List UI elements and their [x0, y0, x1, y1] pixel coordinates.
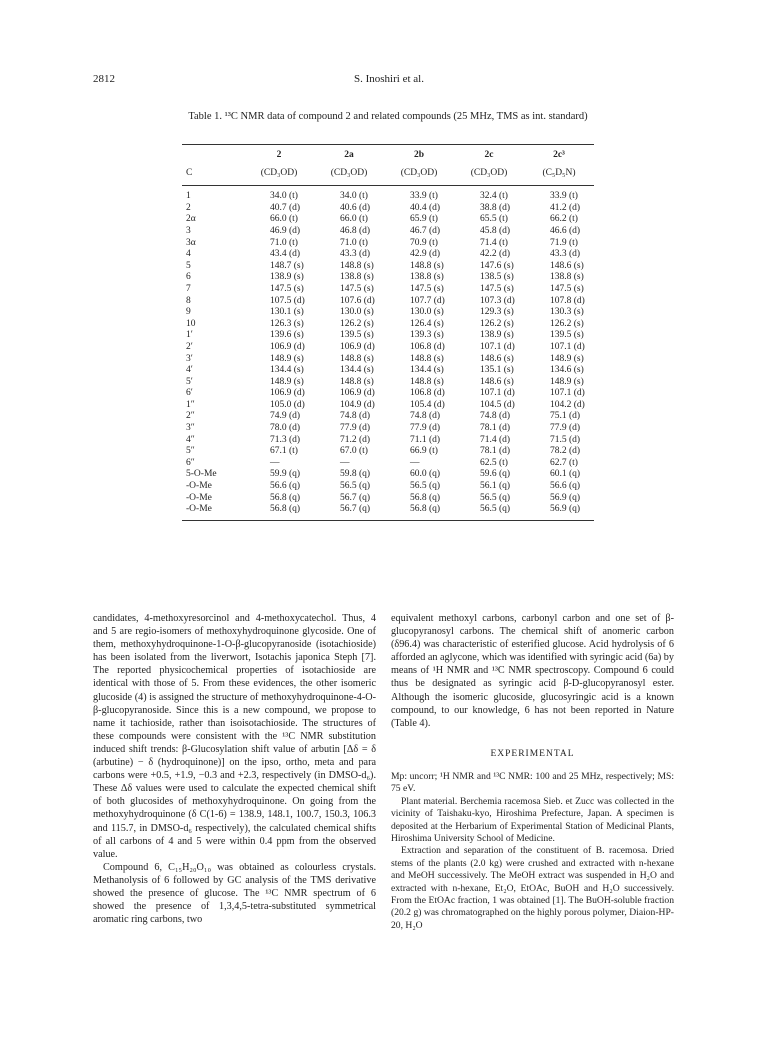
shift-value-cell: 134.4 (s) — [270, 365, 304, 376]
table-row — [182, 238, 594, 250]
body-paragraph: equivalent methoxyl carbons, carbonyl carbon and one set of β-glucopyranosyl carbons. The chemical shift of anomeric carbon (δ96.4) was characteristic of esterified glucose. Acid hydrolysis of 6 afforded an aglycone, which was identified with syringic acid (6a) by means of ¹H NMR and ¹³C NMR spectroscopy. Compound 6 could thus be designated as syringic acid β-D-glucopyranosyl ester. Although the isomeric glucoside, glucosyringic acid is a known compound, to our knowledge, 6 has not been reported in Nature (Table 4). — [391, 613, 674, 729]
section-title: EXPERIMENTAL — [490, 748, 575, 759]
shift-value-cell: 60.1 (q) — [550, 469, 581, 480]
shift-value-cell: 148.8 (s) — [410, 376, 444, 387]
shift-value-cell: 147.5 (s) — [340, 283, 374, 294]
shift-value-cell: 147.5 (s) — [270, 283, 304, 294]
shift-value-cell: 43.3 (d) — [340, 249, 371, 260]
shift-value-cell: 56.1 (q) — [480, 481, 511, 492]
table-row — [182, 493, 594, 505]
right-text-column — [391, 612, 674, 932]
shift-value-cell: 56.6 (q) — [270, 481, 301, 492]
shift-value-cell: 148.6 (s) — [480, 376, 514, 387]
shift-value-cell: 107.1 (d) — [480, 341, 515, 352]
shift-value-cell: 138.9 (s) — [270, 272, 304, 283]
shift-value-cell: 107.7 (d) — [410, 295, 445, 306]
table-row — [182, 504, 594, 520]
shift-value-cell: 148.9 (s) — [550, 353, 584, 364]
left-text-column — [93, 612, 376, 926]
shift-value-cell: 138.8 (s) — [410, 272, 444, 283]
carbon-label-cell: -O-Me — [186, 504, 212, 515]
table-row — [182, 284, 594, 296]
shift-value-cell: 66.0 (t) — [270, 214, 298, 225]
shift-value-cell: 74.8 (d) — [410, 411, 441, 422]
shift-value-cell: 70.9 (t) — [410, 237, 438, 248]
carbon-label-cell: 2α — [186, 214, 196, 225]
shift-value-cell: 74.9 (d) — [270, 411, 301, 422]
table-row — [182, 354, 594, 366]
shift-value-cell: 148.8 (s) — [340, 376, 374, 387]
body-paragraph: Compound 6, C₁₅H₂₀O₁₀ was obtained as colourless crystals. Methanolysis of 6 followed by GC analysis of the TMS derivative showed the presence of glucose. The ¹³C NMR spectrum of 6 showed the presence of 1,3,4,5-tetra-substituted symmetrical aromatic ring carbons, two — [93, 861, 376, 926]
shift-value-cell: 107.1 (d) — [550, 388, 585, 399]
shift-value-cell: 148.7 (s) — [270, 260, 304, 271]
carbon-label-cell: 2′ — [186, 341, 193, 352]
shift-value-cell: 126.3 (s) — [270, 318, 304, 329]
shift-value-cell: 62.5 (t) — [480, 457, 508, 468]
shift-value-cell: 74.8 (d) — [480, 411, 511, 422]
table-row — [182, 435, 594, 447]
carbon-label-cell: 5 — [186, 260, 191, 271]
shift-value-cell: 106.9 (d) — [340, 341, 375, 352]
shift-value-cell: 56.5 (q) — [410, 481, 441, 492]
header-cell — [182, 145, 244, 162]
table-body — [182, 186, 594, 521]
table-caption: Table 1. ¹³C NMR data of compound 2 and related compounds (25 MHz, TMS as int. standard) — [188, 111, 588, 122]
shift-value-cell: 107.1 (d) — [550, 341, 585, 352]
shift-value-cell: 78.1 (d) — [480, 423, 511, 434]
shift-value-cell: 41.2 (d) — [550, 202, 581, 213]
shift-value-cell: 56.5 (q) — [340, 481, 371, 492]
shift-value-cell: 71.9 (t) — [550, 237, 578, 248]
shift-value-cell: 59.9 (q) — [270, 469, 301, 480]
shift-value-cell: 106.9 (d) — [270, 388, 305, 399]
solvent-cell: (CD₃OD) — [330, 167, 368, 178]
shift-value-cell: — — [340, 457, 350, 468]
table-row — [182, 296, 594, 308]
shift-value-cell: 78.1 (d) — [480, 446, 511, 457]
table-row — [182, 214, 594, 226]
shift-value-cell: 139.5 (s) — [340, 330, 374, 341]
header-cell: 2a — [344, 150, 354, 160]
shift-value-cell: 38.8 (d) — [480, 202, 511, 213]
nmr-data-table — [182, 144, 594, 521]
table-row — [182, 411, 594, 423]
solvent-cell: (CD₃OD) — [260, 167, 298, 178]
table-row — [182, 458, 594, 470]
carbon-label-cell: 2 — [186, 202, 191, 213]
shift-value-cell: 56.7 (q) — [340, 492, 371, 503]
shift-value-cell: 34.0 (t) — [270, 191, 298, 202]
shift-value-cell: 43.3 (d) — [550, 249, 581, 260]
carbon-label-cell: 6″ — [186, 457, 195, 468]
carbon-label-cell: 4″ — [186, 434, 195, 445]
shift-value-cell: 148.9 (s) — [270, 376, 304, 387]
shift-value-cell: 59.8 (q) — [340, 469, 371, 480]
body-paragraph: candidates, 4-methoxyresorcinol and 4-methoxycatechol. Thus, 4 and 5 are regio-isomers of methoxyhydroquinone glycoside. One of them, methoxyhydroquinone-1-O-β-glucopyranoside (isotachioside) has been isolated from the liverwort, Isotachis japonica Steph [7]. The reported physicochemical properties of isotachioside are identical with those of 5. From these evidences, the other isomeric glucoside (4) is assigned the structure of methoxyhydroquinone-4-O-β-glucopyranoside. Since this is a new compound, we propose to name it tachioside, rather than isoisotachioside. The structures of these compounds were consistent with the ¹³C NMR substitution induced shift trends: β-Glucosylation shift value of arbutin [Δδ = δ (arbutine) − δ (hydroquinone)] on the ipso, ortho, meta and para carbons were +0.5, +1.9, −0.3 and +2.3, respectively (in DMSO-d₆). These Δδ values were used to calculate the expected chemical shift of both glucosides of methoxyhydroquinone. On going from the methoxyhydroquinone (δ C(1-6) = 138.9, 148.1, 100.7, 150.3, 106.3 and 115.7, in DMSO-d₆ respectively), the calculated chemical shifts of all carbons of 4 and 5 were within 0.4 ppm from the observed value. — [93, 613, 376, 860]
shift-value-cell: 138.9 (s) — [480, 330, 514, 341]
table-row — [182, 272, 594, 284]
carbon-label-cell: 6 — [186, 272, 191, 283]
shift-value-cell: 66.2 (t) — [550, 214, 578, 225]
body-paragraph: Extraction and separation of the constituent of B. racemosa. Dried stems of the plants (2.0 kg) were crushed and extracted with n-hexane and MeOH successively. The MeOH extract was suspended in H₂O and extracted with n-hexane, Et₂O, EtOAc, BuOH and H₂O successively. From the EtOAc fraction, 1 was obtained [1]. The BuOH-soluble fraction (20.2 g) was chromatographed on the highly porous polymer, Diaion-HP-20, H₂O — [391, 845, 674, 931]
shift-value-cell: 107.5 (d) — [270, 295, 305, 306]
shift-value-cell: 147.5 (s) — [480, 283, 514, 294]
shift-value-cell: 56.9 (q) — [550, 492, 581, 503]
table-header-row — [182, 145, 594, 162]
table-row — [182, 319, 594, 331]
header-cell: 2c — [484, 150, 494, 160]
shift-value-cell: 134.6 (s) — [550, 365, 584, 376]
shift-value-cell: 56.8 (q) — [410, 504, 441, 515]
shift-value-cell: 42.9 (d) — [410, 249, 441, 260]
shift-value-cell: 138.8 (s) — [550, 272, 584, 283]
body-paragraph: Plant material. Berchemia racemosa Sieb. et Zucc was collected in the vicinity of Taishaku-kyo, Hiroshima Prefecture, Japan. A specimen is deposited at the Herbarium of Experimental Station of Medicinal Plants, Hiroshima University School of Medicine. — [391, 795, 674, 844]
shift-value-cell: 74.8 (d) — [340, 411, 371, 422]
shift-value-cell: 46.6 (d) — [550, 225, 581, 236]
shift-value-cell: 32.4 (t) — [480, 191, 508, 202]
shift-value-cell: 148.6 (s) — [480, 353, 514, 364]
shift-value-cell: 126.2 (s) — [550, 318, 584, 329]
page-number: 2812 — [93, 73, 115, 85]
shift-value-cell: 67.0 (t) — [340, 446, 368, 457]
shift-value-cell: 71.0 (t) — [340, 237, 368, 248]
shift-value-cell: 130.1 (s) — [270, 307, 304, 318]
body-paragraph: Mp: uncorr; ¹H NMR and ¹³C NMR: 100 and 25 MHz, respectively; MS: 75 eV. — [391, 770, 674, 795]
shift-value-cell: 147.5 (s) — [410, 283, 444, 294]
shift-value-cell: 148.8 (s) — [410, 353, 444, 364]
shift-value-cell: 147.6 (s) — [480, 260, 514, 271]
carbon-label-cell: 7 — [186, 283, 191, 294]
shift-value-cell: 77.9 (d) — [550, 423, 581, 434]
carbon-label-cell: -O-Me — [186, 492, 212, 503]
table-solvent-row — [182, 162, 594, 186]
shift-value-cell: 34.0 (t) — [340, 191, 368, 202]
shift-value-cell: 139.3 (s) — [410, 330, 444, 341]
shift-value-cell: 71.3 (d) — [270, 434, 301, 445]
shift-value-cell: 75.1 (d) — [550, 411, 581, 422]
carbon-label-cell: 3α — [186, 237, 196, 248]
shift-value-cell: 56.5 (q) — [480, 504, 511, 515]
shift-value-cell: 71.0 (t) — [270, 237, 298, 248]
carbon-label-cell: 1″ — [186, 399, 195, 410]
shift-value-cell: 45.8 (d) — [480, 225, 511, 236]
shift-value-cell: 43.4 (d) — [270, 249, 301, 260]
shift-value-cell: 148.8 (s) — [340, 353, 374, 364]
shift-value-cell: 56.5 (q) — [480, 492, 511, 503]
carbon-label-cell: 9 — [186, 307, 191, 318]
table-row — [182, 423, 594, 435]
shift-value-cell: 148.8 (s) — [340, 260, 374, 271]
shift-value-cell: 126.2 (s) — [340, 318, 374, 329]
shift-value-cell: 65.5 (t) — [480, 214, 508, 225]
table-row — [182, 377, 594, 389]
shift-value-cell: 56.7 (q) — [340, 504, 371, 515]
header-cell: C — [186, 167, 193, 178]
table-row — [182, 330, 594, 342]
shift-value-cell: 126.4 (s) — [410, 318, 444, 329]
shift-value-cell: 46.7 (d) — [410, 225, 441, 236]
carbon-label-cell: 5-O-Me — [186, 469, 217, 480]
shift-value-cell: 107.3 (d) — [480, 295, 515, 306]
solvent-cell: (CD₃OD) — [400, 167, 438, 178]
shift-value-cell: 77.9 (d) — [340, 423, 371, 434]
carbon-label-cell: 4′ — [186, 365, 193, 376]
shift-value-cell: 130.0 (s) — [340, 307, 374, 318]
carbon-label-cell: 4 — [186, 249, 191, 260]
table-row — [182, 342, 594, 354]
shift-value-cell: 71.2 (d) — [340, 434, 371, 445]
shift-value-cell: 107.8 (d) — [550, 295, 585, 306]
shift-value-cell: 67.1 (t) — [270, 446, 298, 457]
shift-value-cell: 71.1 (d) — [410, 434, 441, 445]
shift-value-cell: — — [410, 457, 420, 468]
solvent-cell: (CD₃OD) — [470, 167, 508, 178]
shift-value-cell: 46.9 (d) — [270, 225, 301, 236]
table-row — [182, 469, 594, 481]
table-row — [182, 186, 594, 203]
shift-value-cell: 40.7 (d) — [270, 202, 301, 213]
shift-value-cell: 56.6 (q) — [550, 481, 581, 492]
shift-value-cell: 66.0 (t) — [340, 214, 368, 225]
shift-value-cell: 148.9 (s) — [550, 376, 584, 387]
table-row — [182, 249, 594, 261]
shift-value-cell: 139.6 (s) — [270, 330, 304, 341]
carbon-label-cell: 3 — [186, 225, 191, 236]
shift-value-cell: 56.8 (q) — [270, 504, 301, 515]
shift-value-cell: 135.1 (s) — [480, 365, 514, 376]
shift-value-cell: 78.2 (d) — [550, 446, 581, 457]
carbon-label-cell: 3″ — [186, 423, 195, 434]
shift-value-cell: 107.1 (d) — [480, 388, 515, 399]
carbon-label-cell: 8 — [186, 295, 191, 306]
header-cell: 2c³ — [553, 150, 565, 160]
shift-value-cell: 107.6 (d) — [340, 295, 375, 306]
shift-value-cell: 78.0 (d) — [270, 423, 301, 434]
table-row — [182, 481, 594, 493]
shift-value-cell: 106.9 (d) — [270, 341, 305, 352]
shift-value-cell: 129.3 (s) — [480, 307, 514, 318]
shift-value-cell: 138.5 (s) — [480, 272, 514, 283]
shift-value-cell: — — [270, 457, 280, 468]
shift-value-cell: 56.8 (q) — [410, 492, 441, 503]
shift-value-cell: 71.5 (d) — [550, 434, 581, 445]
shift-value-cell: 65.9 (t) — [410, 214, 438, 225]
shift-value-cell: 130.3 (s) — [550, 307, 584, 318]
carbon-label-cell: 5″ — [186, 446, 195, 457]
shift-value-cell: 105.0 (d) — [270, 399, 305, 410]
table-row — [182, 261, 594, 273]
shift-value-cell: 147.5 (s) — [550, 283, 584, 294]
carbon-label-cell: 10 — [186, 318, 196, 329]
table-row — [182, 307, 594, 319]
shift-value-cell: 148.8 (s) — [410, 260, 444, 271]
table-row — [182, 446, 594, 458]
table-row — [182, 388, 594, 400]
shift-value-cell: 148.9 (s) — [270, 353, 304, 364]
shift-value-cell: 106.8 (d) — [410, 388, 445, 399]
carbon-label-cell: 1′ — [186, 330, 193, 341]
shift-value-cell: 130.0 (s) — [410, 307, 444, 318]
shift-value-cell: 126.2 (s) — [480, 318, 514, 329]
shift-value-cell: 60.0 (q) — [410, 469, 441, 480]
shift-value-cell: 104.9 (d) — [340, 399, 375, 410]
shift-value-cell: 105.4 (d) — [410, 399, 445, 410]
shift-value-cell: 106.8 (d) — [410, 341, 445, 352]
shift-value-cell: 56.9 (q) — [550, 504, 581, 515]
shift-value-cell: 66.9 (t) — [410, 446, 438, 457]
shift-value-cell: 104.2 (d) — [550, 399, 585, 410]
running-header-authors: S. Inoshiri et al. — [354, 73, 424, 85]
shift-value-cell: 104.5 (d) — [480, 399, 515, 410]
shift-value-cell: 138.8 (s) — [340, 272, 374, 283]
shift-value-cell: 71.4 (t) — [480, 237, 508, 248]
carbon-label-cell: 3′ — [186, 353, 193, 364]
shift-value-cell: 40.4 (d) — [410, 202, 441, 213]
carbon-label-cell: 2″ — [186, 411, 195, 422]
shift-value-cell: 139.5 (s) — [550, 330, 584, 341]
shift-value-cell: 134.4 (s) — [340, 365, 374, 376]
header-cell: 2b — [413, 150, 425, 160]
shift-value-cell: 33.9 (t) — [550, 191, 578, 202]
shift-value-cell: 62.7 (t) — [550, 457, 578, 468]
shift-value-cell: 134.4 (s) — [410, 365, 444, 376]
shift-value-cell: 106.9 (d) — [340, 388, 375, 399]
table-row — [182, 365, 594, 377]
carbon-label-cell: -O-Me — [186, 481, 212, 492]
solvent-cell: (C₅D₅N) — [542, 167, 576, 178]
shift-value-cell: 77.9 (d) — [410, 423, 441, 434]
shift-value-cell: 40.6 (d) — [340, 202, 371, 213]
table-row — [182, 226, 594, 238]
shift-value-cell: 46.8 (d) — [340, 225, 371, 236]
carbon-label-cell: 1 — [186, 191, 191, 202]
carbon-label-cell: 5′ — [186, 376, 193, 387]
shift-value-cell: 59.6 (q) — [480, 469, 511, 480]
table-row — [182, 400, 594, 412]
table-row — [182, 203, 594, 215]
shift-value-cell: 71.4 (d) — [480, 434, 511, 445]
header-cell: 2 — [276, 150, 282, 160]
carbon-label-cell: 6′ — [186, 388, 193, 399]
shift-value-cell: 56.8 (q) — [270, 492, 301, 503]
shift-value-cell: 33.9 (t) — [410, 191, 438, 202]
shift-value-cell: 42.2 (d) — [480, 249, 511, 260]
shift-value-cell: 148.6 (s) — [550, 260, 584, 271]
